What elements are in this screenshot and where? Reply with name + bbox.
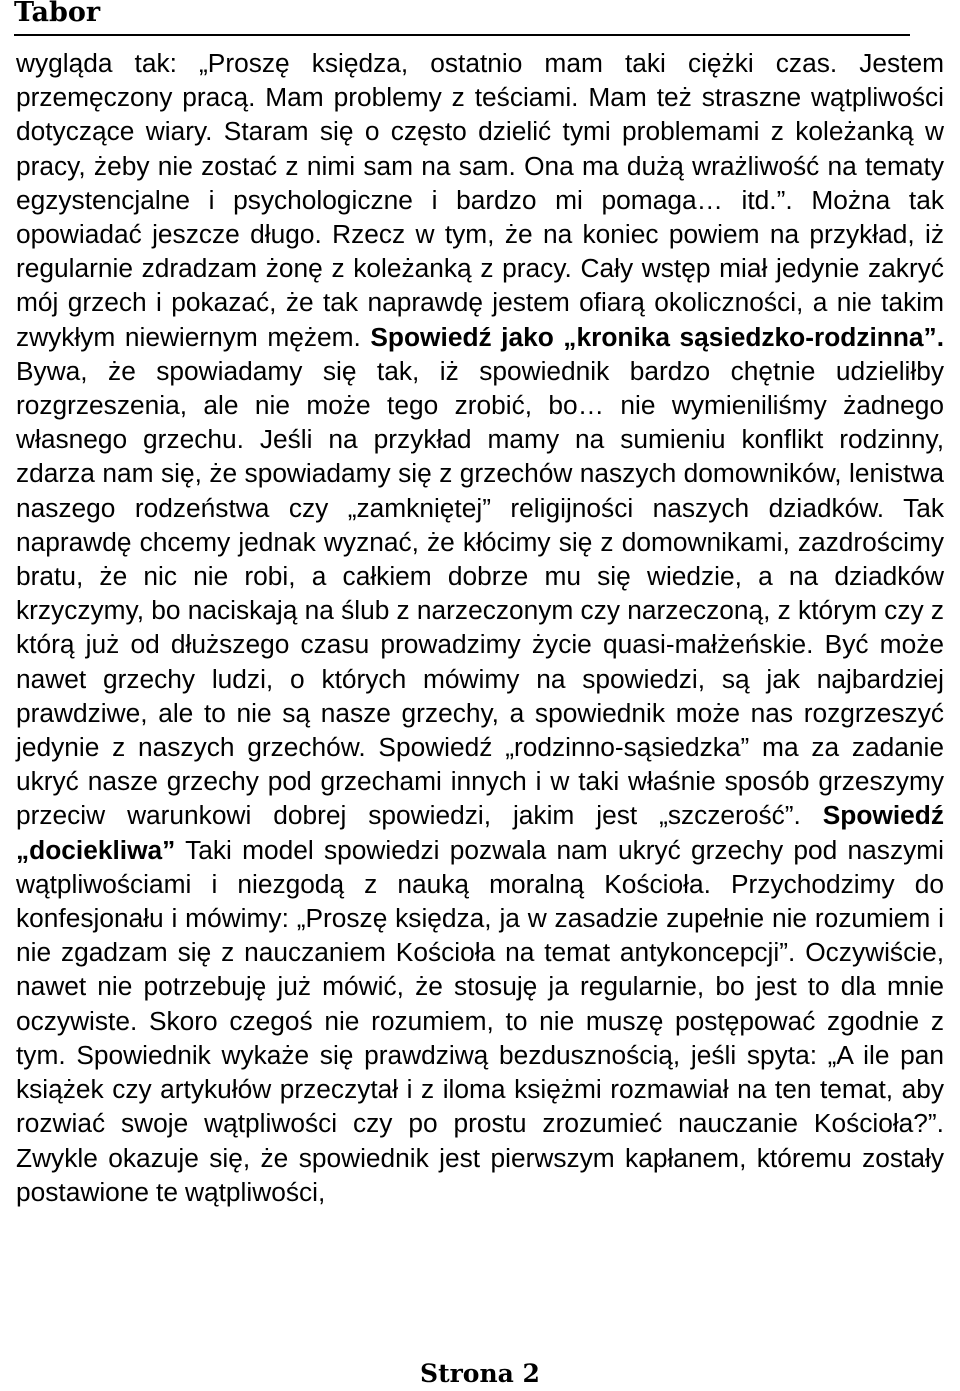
body-text-segment: Taki model spowiedzi pozwala nam ukryć grzechy pod naszymi wątpliwościami i niezgodą z nauką moralną Kościoła. Przychodzimy do konfesjonału i mówimy: „Proszę księdza, ja w zasadzie zupełnie nie rozumiem i nie zgadzam się z nauczaniem Kościoła na temat antykoncepcji”. Oczywiście, nawet nie potrzebuję już mówić, że stosuję ja regularnie, bo jest to dla mnie oczywiste. Skoro czegoś nie rozumiem, to nie muszę postępować zgodnie z tym. Spowiednik wykaże się prawdziwą bezdusznością, jeśli spyta: „A ile pan książek czy artykułów przeczytał i z iloma księżmi rozmawiał na ten temat, aby rozwiać swoje wątpliwości czy po prostu zrozumieć nauczanie Kościoła?”. Zwykle okazuje się, że spowiednik jest pierwszym kapłanem, któremu zostały postawione te wątpliwości, — [16, 834, 944, 1207]
page-number: Strona 2 — [420, 1359, 540, 1388]
body-paragraph — [16, 46, 944, 1209]
body-text-segment: Bywa, że spowiadamy się tak, iż spowiednik bardzo chętnie udzieliłby rozgrzeszenia, ale nie może tego zrobić, bo… nie wymieniliśmy żadnego własnego grzechu. Jeśli na przykład mamy na sumieniu konflikt rodzinny, zdarza nam się, że spowiadamy się z grzechów naszych domowników, lenistwa naszego rodzeństwa czy „zamkniętej” religijności naszych dziadków. Tak naprawdę chcemy jednak wyznać, że kłócimy się z domownikami, zazdrościmy bratu, że nic nie robi, a całkiem dobrze mu się wiedzie, a na dziadków krzyczymy, bo naciskają na ślub z narzeczonym czy narzeczoną, z którym czy z którą już od dłuższego czasu prowadzimy życie quasi-małżeńskie. Być może nawet grzechy ludzi, o których mówimy na spowiedzi, są jak najbardziej prawdziwe, ale to nie są nasze grzechy, a spowiednik może nas rozgrzeszyć jedynie z naszych grzechów. Spowiedź „rodzinno-sąsiedzka” ma za zadanie ukryć nasze grzechy pod grzechami innych i w taki właśnie sposób grzeszymy przeciw warunkowi dobrej spowiedzi, jakim jest „szczerość”. — [16, 355, 944, 831]
page-header — [14, 0, 910, 34]
section-heading-kronika: Spowiedź jako „kronika sąsiedzko-rodzinna”. — [370, 321, 944, 352]
header-divider — [14, 34, 910, 36]
body-text-segment: wygląda tak: „Proszę księdza, ostatnio mam taki ciężki czas. Jestem przemęczony pracą. Mam problemy z teściami. Mam też straszne wątpliwości dotyczące wiary. Staram się o często dzielić tymi problemami z koleżanką w pracy, żeby nie zostać z nimi sam na sam. Ona ma dużą wrażliwość na tematy egzystencjalne i psychologiczne i bardzo mi pomaga… itd.”. Można tak opowiadać jeszcze długo. Rzecz w tym, że na koniec powiem na przykład, iż regularnie zdradzam żonę z koleżanką z pracy. Cały wstęp miał jedynie zakryć mój grzech i pokazać, że tak naprawdę jestem ofiarą okoliczności, a nie takim zwykłym niewiernym mężem. — [16, 48, 944, 352]
section-heading-dociekliwa: Spowiedź „dociekliwa” — [16, 800, 944, 865]
running-title: Tabor — [14, 0, 101, 28]
page-footer — [0, 1358, 960, 1390]
